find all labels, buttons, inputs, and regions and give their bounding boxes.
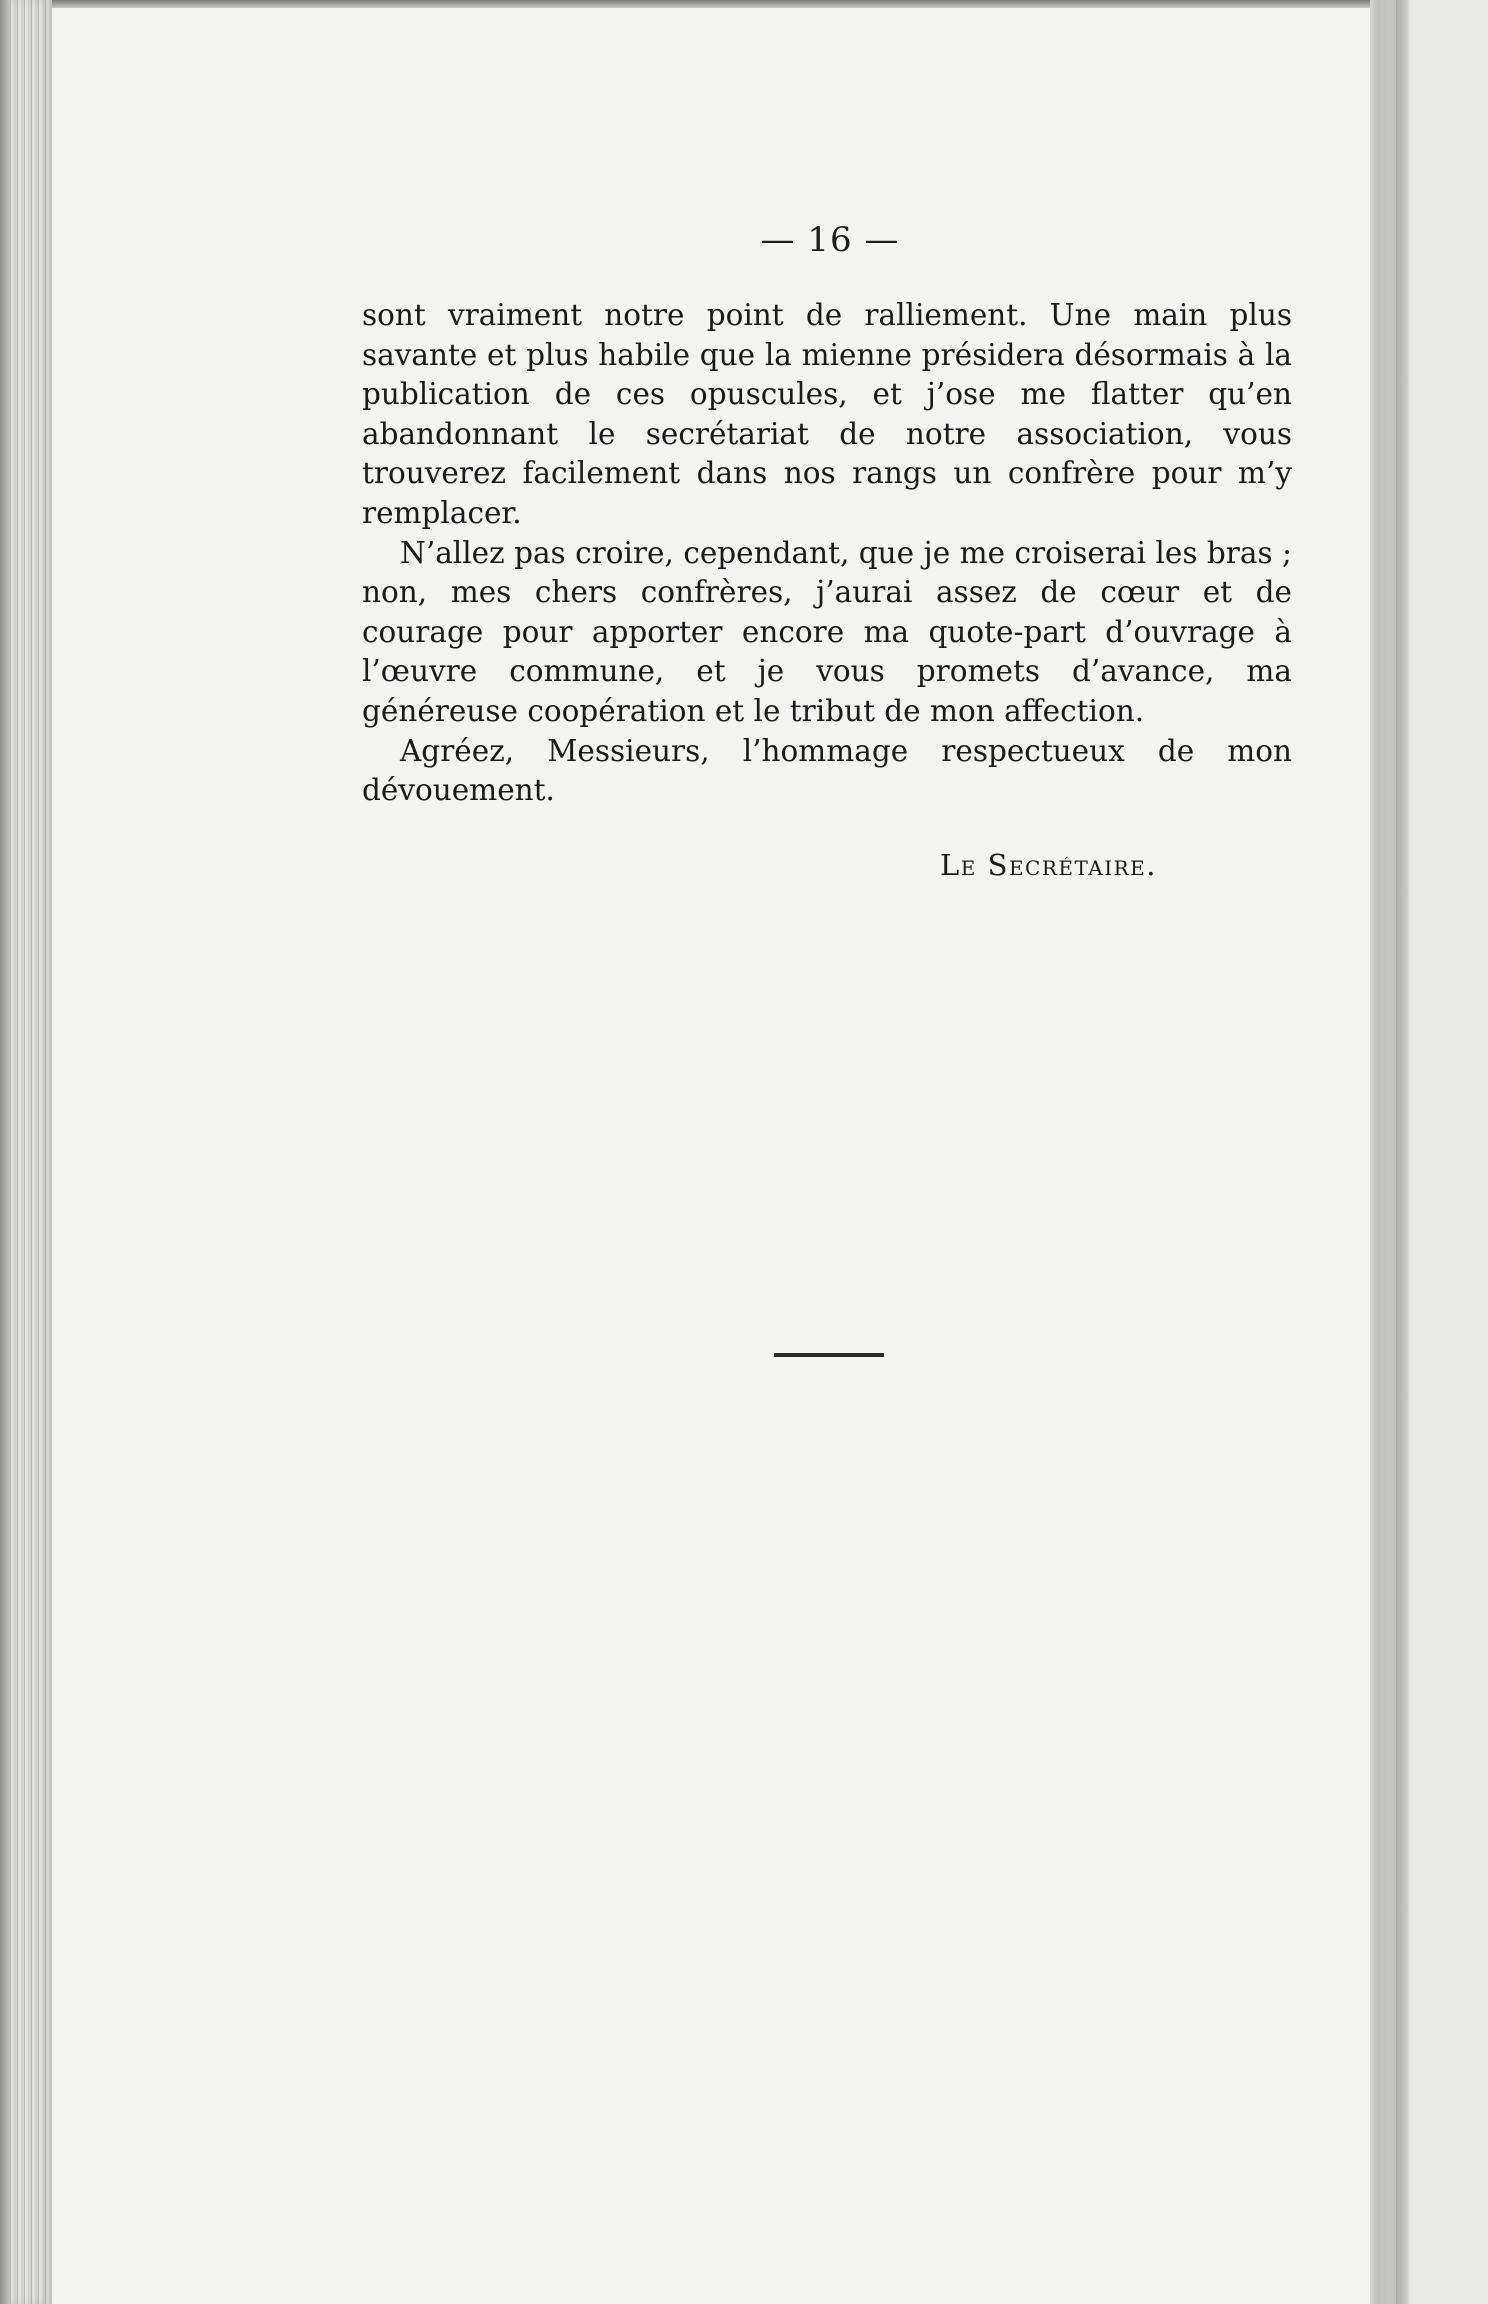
page-number: — 16 —: [760, 220, 900, 260]
book-gutter: [1370, 0, 1488, 2304]
signature: Le Secrétaire.: [940, 848, 1157, 882]
body-text: [362, 296, 1292, 811]
paragraph-3: Agréez, Messieurs, l’hommage respectueux de mon dévouement.: [362, 733, 1292, 808]
end-rule: [774, 1353, 884, 1357]
book-page-edges: [0, 0, 52, 2304]
scan-top-edge: [0, 0, 1488, 8]
paragraph-1: sont vraiment notre point de ralliement. Une main plus savante et plus habile que la mienne présidera désormais à la publication de ces opuscules, et j’ose me flatter qu’en abandonnant le secrétariat de notre association, vous trouverez facilement dans nos rangs un confrère pour m’y remplacer.: [362, 298, 1292, 530]
paragraph-2: N’allez pas croire, cependant, que je me croiserai les bras ; non, mes chers confrères, j’aurai assez de cœur et de courage pour apporter encore ma quote-part d’ouvrage à l’œuvre commune, et je vous promets d’avance, ma généreuse coopération et le tribut de mon affection.: [362, 535, 1292, 728]
